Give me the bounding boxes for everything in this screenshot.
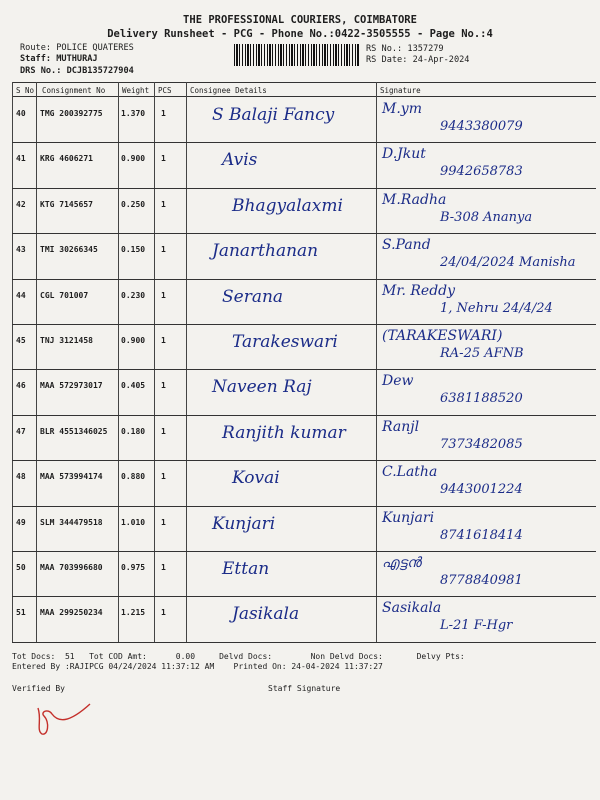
- barcode-image: [234, 44, 359, 66]
- signature-handwriting: Dew: [382, 373, 414, 390]
- row-divider: [12, 506, 596, 507]
- row-consignment: BLR 4551346025: [40, 426, 108, 436]
- consignee-handwriting: Tarakeswari: [232, 332, 338, 352]
- rs-number: RS No.: 1357279: [366, 44, 444, 54]
- signature-note-handwriting: 9443001224: [440, 482, 523, 498]
- col-header-consignment: Consignment No: [42, 86, 106, 95]
- row-weight: 0.230: [121, 290, 146, 300]
- row-sno: 50: [16, 563, 26, 572]
- footer-rule: [12, 642, 596, 643]
- header-bottom-rule: [12, 96, 596, 97]
- row-consignment: MAA 703996680: [40, 563, 103, 572]
- row-sno: 47: [16, 426, 26, 436]
- row-sno: 49: [16, 517, 26, 527]
- row-consignment: SLM 344479518: [40, 517, 103, 527]
- signature-handwriting: Sasikala: [382, 600, 442, 617]
- col-divider-left: [12, 82, 13, 642]
- signature-note-handwriting: 1, Nehru 24/4/24: [440, 300, 553, 316]
- row-weight: 1.370: [121, 109, 146, 118]
- footer-totals: Tot Docs: 51 Tot COD Amt: 0.00 Delvd Docs: Non Delvd Docs: Delvy Pts:: [12, 652, 465, 661]
- row-divider: [12, 279, 596, 280]
- signature-handwriting: D.Jkut: [382, 146, 426, 163]
- row-pcs: 1: [161, 199, 166, 209]
- row-consignment: KTG 7145657: [40, 199, 93, 209]
- col-divider-pcs: [186, 82, 187, 642]
- route-label: Route: POLICE QUATERES: [20, 43, 134, 53]
- row-pcs: 1: [161, 381, 166, 391]
- row-sno: 40: [16, 109, 26, 118]
- verified-by-label: Verified By: [12, 684, 65, 693]
- row-consignment: TMI 30266345: [40, 245, 98, 255]
- signature-note-handwriting: 8778840981: [440, 573, 523, 588]
- row-weight: 0.250: [121, 199, 146, 209]
- consignee-handwriting: Ranjith kumar: [222, 422, 346, 443]
- row-weight: 0.900: [121, 154, 146, 164]
- row-consignment: TNJ 3121458: [40, 336, 93, 345]
- staff-label: Staff: MUTHURAJ: [20, 54, 98, 64]
- consignee-handwriting: Naveen Raj: [212, 377, 312, 398]
- row-divider: [12, 415, 596, 416]
- row-divider: [12, 596, 596, 597]
- row-sno: 48: [16, 472, 26, 482]
- signature-handwriting: C.Latha: [382, 464, 438, 481]
- signature-handwriting: എട്ടൻ: [382, 555, 421, 571]
- row-consignment: MAA 573994174: [40, 472, 103, 482]
- row-pcs: 1: [161, 563, 166, 572]
- drs-label: DRS No.: DCJB135727904: [20, 66, 134, 76]
- col-divider-consignment: [118, 82, 119, 642]
- col-divider-sno: [36, 82, 37, 642]
- col-header-signature: Signature: [380, 86, 421, 95]
- row-weight: 0.405: [121, 381, 146, 391]
- row-consignment: CGL 701007: [40, 290, 89, 300]
- row-divider: [12, 142, 596, 143]
- col-header-sno: S No: [16, 86, 35, 95]
- consignee-handwriting: S Balaji Fancy: [212, 105, 335, 125]
- consignee-handwriting: Kovai: [232, 468, 280, 489]
- row-sno: 45: [16, 336, 26, 345]
- signature-handwriting: Mr. Reddy: [382, 282, 456, 299]
- row-weight: 1.010: [121, 517, 146, 527]
- row-divider: [12, 233, 596, 234]
- row-pcs: 1: [161, 472, 166, 482]
- row-divider: [12, 324, 596, 325]
- signature-note-handwriting: 9942658783: [440, 164, 523, 180]
- row-divider: [12, 551, 596, 552]
- row-pcs: 1: [161, 517, 166, 527]
- signature-handwriting: (TARAKESWARI): [382, 328, 503, 344]
- signature-handwriting: M.ym: [382, 101, 422, 117]
- row-pcs: 1: [161, 290, 166, 300]
- col-header-consignee: Consignee Details: [190, 86, 267, 95]
- signature-note-handwriting: L-21 F-Hgr: [440, 618, 513, 634]
- signature-note-handwriting: 9443380079: [440, 119, 523, 134]
- signature-note-handwriting: 7373482085: [440, 436, 523, 452]
- signature-note-handwriting: B-308 Ananya: [440, 209, 533, 225]
- col-header-weight: Weight: [122, 86, 150, 95]
- row-divider: [12, 369, 596, 370]
- row-consignment: MAA 299250234: [40, 608, 103, 618]
- col-divider-weight: [154, 82, 155, 642]
- row-sno: 41: [16, 154, 26, 164]
- consignee-handwriting: Jasikala: [232, 604, 300, 625]
- row-sno: 42: [16, 199, 26, 209]
- row-weight: 0.180: [121, 426, 146, 436]
- rs-date: RS Date: 24-Apr-2024: [366, 55, 470, 65]
- page-subtitle: Delivery Runsheet - PCG - Phone No.:0422-3505555 - Page No.:4: [107, 28, 493, 40]
- row-pcs: 1: [161, 109, 166, 118]
- verifier-signature: [28, 700, 98, 740]
- row-pcs: 1: [161, 336, 166, 345]
- row-divider: [12, 188, 596, 189]
- consignee-handwriting: Kunjari: [212, 513, 276, 534]
- row-weight: 0.975: [121, 563, 146, 572]
- row-sno: 46: [16, 381, 26, 391]
- consignee-handwriting: Ettan: [222, 559, 270, 579]
- row-weight: 0.900: [121, 336, 146, 345]
- col-divider-consignee: [376, 82, 377, 642]
- signature-note-handwriting: 8741618414: [440, 527, 523, 543]
- row-pcs: 1: [161, 608, 166, 618]
- row-sno: 43: [16, 245, 26, 255]
- signature-handwriting: M.Radha: [382, 191, 447, 208]
- header-top-rule: [12, 82, 596, 83]
- consignee-handwriting: Avis: [222, 150, 258, 171]
- signature-note-handwriting: 6381188520: [440, 391, 523, 407]
- consignee-handwriting: Janarthanan: [212, 241, 319, 262]
- signature-handwriting: S.Pand: [382, 237, 431, 254]
- signature-handwriting: Ranjl: [382, 418, 420, 435]
- consignee-handwriting: Serana: [222, 286, 284, 307]
- row-consignment: TMG 200392775: [40, 109, 103, 118]
- page-title: THE PROFESSIONAL COURIERS, COIMBATORE: [183, 14, 417, 26]
- row-weight: 0.880: [121, 472, 146, 482]
- staff-signature-label: Staff Signature: [268, 684, 341, 693]
- row-consignment: KRG 4606271: [40, 154, 93, 164]
- footer-entered: Entered By :RAJIPCG 04/24/2024 11:37:12 AM Printed On: 24-04-2024 11:37:27: [12, 662, 383, 671]
- col-header-pcs: PCS: [158, 86, 172, 95]
- row-sno: 51: [16, 608, 26, 618]
- row-weight: 1.215: [121, 608, 146, 618]
- row-pcs: 1: [161, 426, 166, 436]
- row-pcs: 1: [161, 154, 166, 164]
- row-pcs: 1: [161, 245, 166, 255]
- row-consignment: MAA 572973017: [40, 381, 103, 391]
- signature-note-handwriting: RA-25 AFNB: [440, 346, 524, 361]
- signature-handwriting: Kunjari: [382, 509, 435, 526]
- row-weight: 0.150: [121, 245, 146, 255]
- signature-note-handwriting: 24/04/2024 Manisha: [440, 255, 576, 271]
- row-sno: 44: [16, 290, 26, 300]
- row-divider: [12, 460, 596, 461]
- consignee-handwriting: Bhagyalaxmi: [232, 195, 343, 216]
